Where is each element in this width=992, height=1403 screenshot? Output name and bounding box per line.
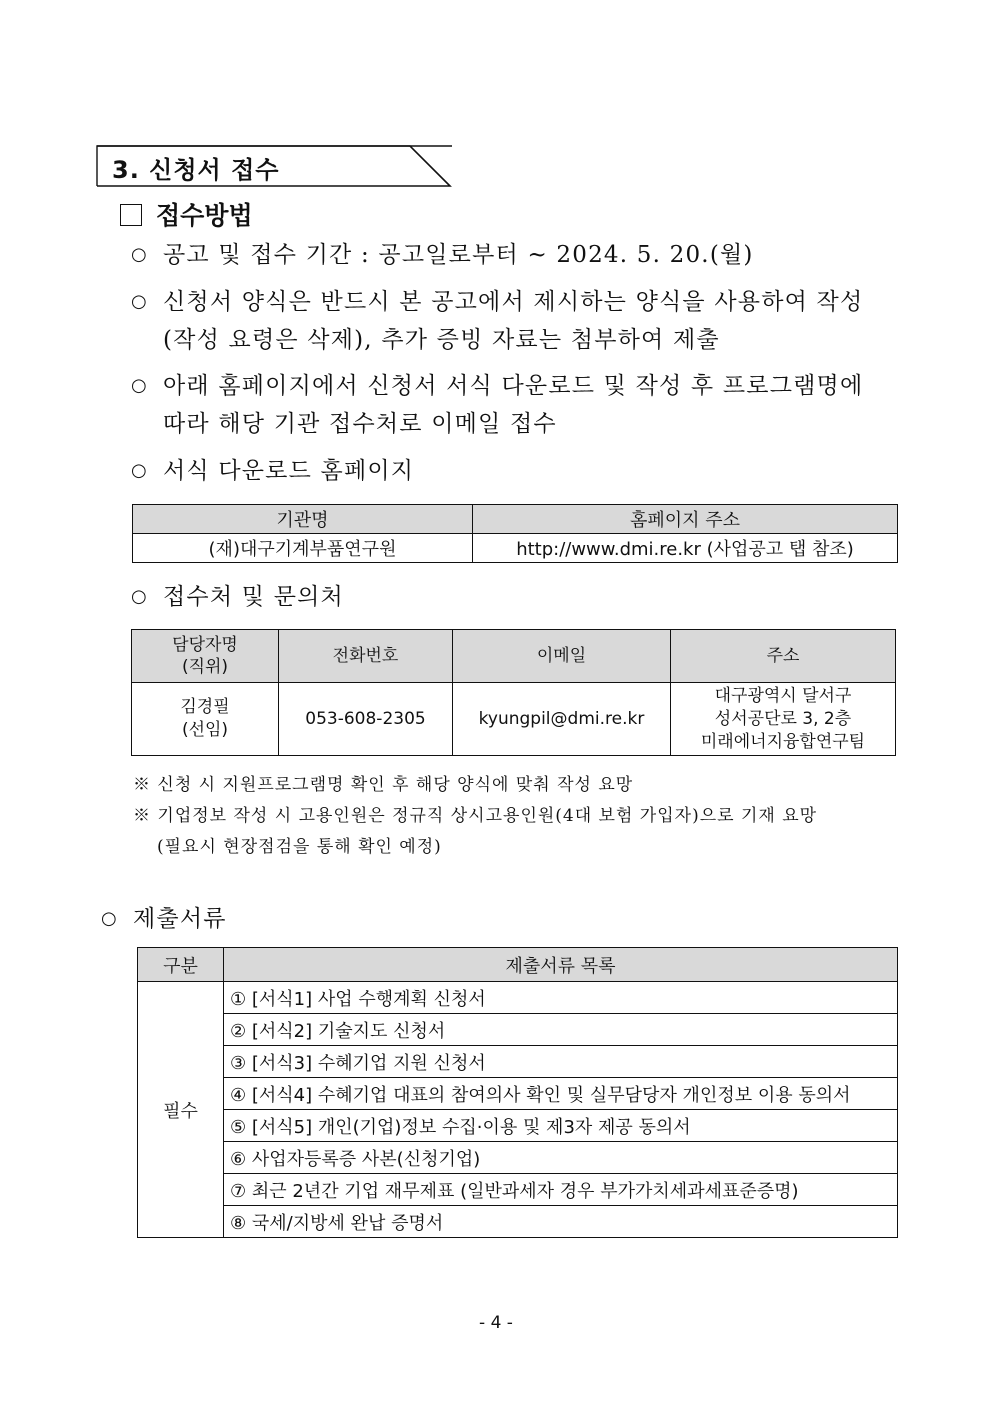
bullet-form-line1: 신청서 양식은 반드시 본 공고에서 제시하는 양식을 사용하여 작성 [163,289,864,315]
table-row [138,1078,898,1110]
bullet-form [131,283,903,359]
table-header-row [133,505,898,534]
header-name-label: 담당자명 [172,635,238,655]
section-title: 3. 신청서 접수 [112,156,280,184]
bullet-circle-icon: ○ [131,586,148,607]
page-number: - 4 - [479,1313,513,1333]
table-row [138,1174,898,1206]
table-header-cell: 제출서류 목록 [224,948,898,982]
note-continuation: (필요시 현장점검을 통해 확인 예정) [157,837,442,857]
contact-position: (선임) [181,720,229,740]
bullet-circle-icon: ○ [131,291,148,312]
contact-table [131,629,896,756]
contact-name-cell [132,683,279,756]
document-item: ① [서식1] 사업 수행계획 신청서 [224,982,898,1014]
category-cell: 필수 [138,982,224,1238]
table-header-row [138,948,898,982]
bullet-circle-icon: ○ [101,908,118,929]
bullet-homepage [131,452,415,490]
document-item: ③ [서식3] 수혜기업 지원 신청서 [224,1046,898,1078]
document-item: ② [서식2] 기술지도 신청서 [224,1014,898,1046]
subsection-heading [120,196,253,232]
subsection-title: 접수방법 [156,201,253,230]
document-item: ⑥ 사업자등록증 사본(신청기업) [224,1142,898,1174]
table-header-cell: 구분 [138,948,224,982]
documents-table [137,947,898,1238]
bullet-period [131,236,754,274]
table-header-cell: 전화번호 [279,630,453,683]
bullet-docs-text: 제출서류 [133,906,227,932]
table-row [138,982,898,1014]
table-row [138,1110,898,1142]
document-item: ⑧ 국세/지방세 완납 증명서 [224,1206,898,1238]
table-header-cell [132,630,279,683]
address-line: 미래에너지융합연구팀 [700,731,866,752]
contact-name: 김경필 [180,697,230,717]
reference-mark-icon: ※ [133,806,151,826]
bullet-circle-icon: ○ [131,375,148,396]
note-text: 기업정보 작성 시 고용인원은 정규직 상시고용인원(4대 보험 가입자)으로 기재 요망 [157,806,818,826]
table-header-cell: 주소 [671,630,896,683]
table-header-cell: 이메일 [453,630,671,683]
bullet-circle-icon: ○ [131,460,148,481]
document-item: ⑤ [서식5] 개인(기업)정보 수집·이용 및 제3자 제공 동의서 [224,1110,898,1142]
checkbox-square-icon [120,204,142,226]
bullet-period-text: 공고 및 접수 기간 : 공고일로부터 ~ 2024. 5. 20.(월) [163,242,754,268]
bullet-form-line2: (작성 요령은 삭제), 추가 증빙 자료는 첨부하여 제출 [163,327,720,353]
bullet-homepage-text: 서식 다운로드 홈페이지 [163,458,415,484]
bullet-contact [131,578,344,616]
section-header [96,145,452,187]
address-line: 성서공단로 3, 2층 [714,708,852,729]
note-item [133,801,817,832]
reference-mark-icon: ※ [133,775,151,795]
org-name-cell: (재)대구기계부품연구원 [133,534,473,563]
table-row [138,1142,898,1174]
bullet-docs [101,900,227,938]
contact-address-cell [671,683,896,756]
notes [133,770,817,863]
table-header-cell: 기관명 [133,505,473,534]
homepage-table [132,504,898,563]
table-header-row [132,630,896,683]
bullet-download-line2: 따라 해당 기관 접수처로 이메일 접수 [163,411,557,437]
note-item [133,770,817,801]
table-row [138,1206,898,1238]
table-row [133,534,898,563]
homepage-url-link[interactable]: http://www.dmi.re.kr (사업공고 탭 참조) [473,534,898,563]
note-text: 신청 시 지원프로그램명 확인 후 해당 양식에 맞춰 작성 요망 [157,775,634,795]
table-row [138,1046,898,1078]
bullet-download [131,367,903,443]
document-item: ④ [서식4] 수혜기업 대표의 참여의사 확인 및 실무담당자 개인정보 이용 동의서 [224,1078,898,1110]
table-row [132,683,896,756]
bullet-circle-icon: ○ [131,244,148,265]
bullet-contact-text: 접수처 및 문의처 [163,584,344,610]
header-position-label: (직위) [181,657,229,677]
table-row [138,1014,898,1046]
bullet-download-line1: 아래 홈페이지에서 신청서 서식 다운로드 및 작성 후 프로그램명에 [163,373,864,399]
document-item: ⑦ 최근 2년간 기업 재무제표 (일반과세자 경우 부가가치세과세표준증명) [224,1174,898,1206]
contact-email-link[interactable]: kyungpil@dmi.re.kr [453,683,671,756]
address-line: 대구광역시 달서구 [714,685,852,706]
contact-phone: 053-608-2305 [279,683,453,756]
table-header-cell: 홈페이지 주소 [473,505,898,534]
